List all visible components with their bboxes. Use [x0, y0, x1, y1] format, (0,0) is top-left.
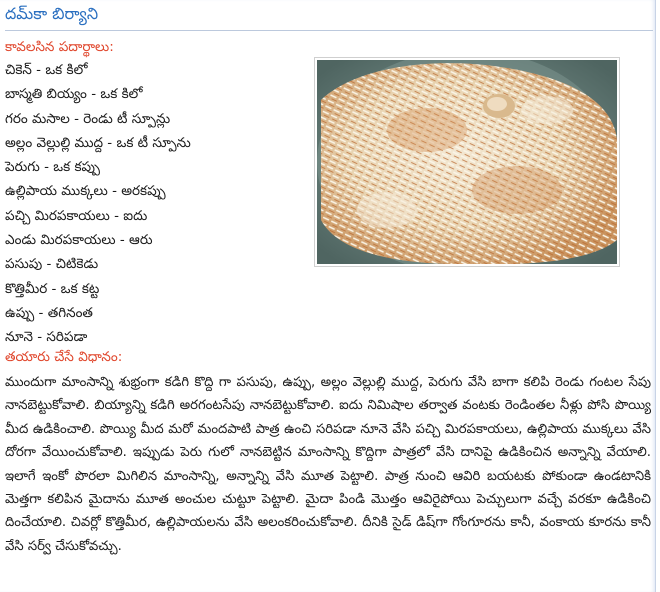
ingredient-item: ఎండు మిరపకాయలు - ఆరు — [5, 232, 153, 249]
ingredient-item: బాస్మతి బియ్యం - ఒక కిలో — [5, 86, 143, 103]
ingredient-item: ఉల్లిపాయ ముక్కలు - అరకప్పు — [5, 183, 166, 200]
ingredient-item: గరం మసాల - రెండు టీ స్పూన్లు — [5, 110, 171, 127]
ingredient-item: చికెన్ - ఒక కిలో — [5, 62, 88, 78]
ingredient-item: పసుపు - చిటికెడు — [5, 256, 99, 273]
ingredient-item: ఉప్పు - తగినంత — [5, 304, 93, 321]
biryani-image — [317, 60, 617, 264]
ingredient-item: కొత్తిమీర - ఒక కట్ట — [5, 280, 100, 297]
page-title: దమ్‌కా బిర్యాని — [5, 4, 99, 23]
method-paragraph: ముందుగా మాంసాన్ని శుభ్రంగా కడిగి కొద్ది గా పసుపు, ఉప్పు, అల్లం వెల్లుల్లి ముద్ద, పెరుగు వేసి బాగా కలిపి రెండు గంటల సేపు నానబెట్టుకోవాలి. బియ్యాన్ని కడిగి అరగంటసేపు నానబెట్టుకోవాలి. ఐదు నిమిషాల తర్వాత వంటకు రెండింతల నీళ్లు పోసి పొయ్యి మీద ఉడికించాలి. పొయ్యి మీద మరో మందపాటి పాత్ర ఉంచి సరిపడా నూనె వేసి పచ్చి మిరపకాయలు, ఉల్లిపాయ ముక్కలు వేసి దోరగా వేయించుకోవాలి. ఇప్పుడు పెరు గులో నానబెట్టిన మాంసాన్ని కొద్దిగా పాత్రలో వేసి దానిపై ఉడికించిన అన్నాన్ని వేయాలి. ఇలాగే ఇంకో పొరలా మిగిలిన మాంసాన్ని, అన్నాన్ని వేసి మూత పెట్టాలి. పాత్ర నుంచి ఆవిరి బయటకు పోకుండా ఉండటానికి మెత్తగా కలిపిన మైదాను మూత అంచుల చుట్టూ పెట్టాలి. మైదా పిండి మొత్తం ఆవిరైపోయి పెచ్చులుగా వచ్చే వరకూ ఉడికించి దించేయాలి. చివర్లో కొత్తిమీర, ఉల్లిపాయలను వేసి అలంకరించుకోవాలి. దీనికి సైడ్ డిష్‌గా గోంగూరను కానీ, వంకాయ కూరను కానీ వేసి సర్వ్ చేసుకోవచ్చు. — [5, 375, 651, 554]
ingredient-item: పచ్చి మిరపకాయలు - ఐదు — [5, 207, 148, 224]
title-divider — [5, 30, 653, 31]
ingredient-item: నూనె - సరిపడా — [5, 329, 88, 346]
ingredients-list — [5, 58, 191, 350]
method-heading: తయారు చేసే విధానం: — [5, 349, 123, 365]
ingredient-item: పెరుగు - ఒక కప్పు — [5, 159, 101, 176]
ingredient-item: అల్లం వెల్లుల్లి ముద్ద - ఒక టీ స్పూను — [5, 134, 191, 151]
biryani-photo — [314, 57, 620, 267]
ingredients-heading: కావలసిన పదార్థాలు: — [5, 39, 114, 55]
